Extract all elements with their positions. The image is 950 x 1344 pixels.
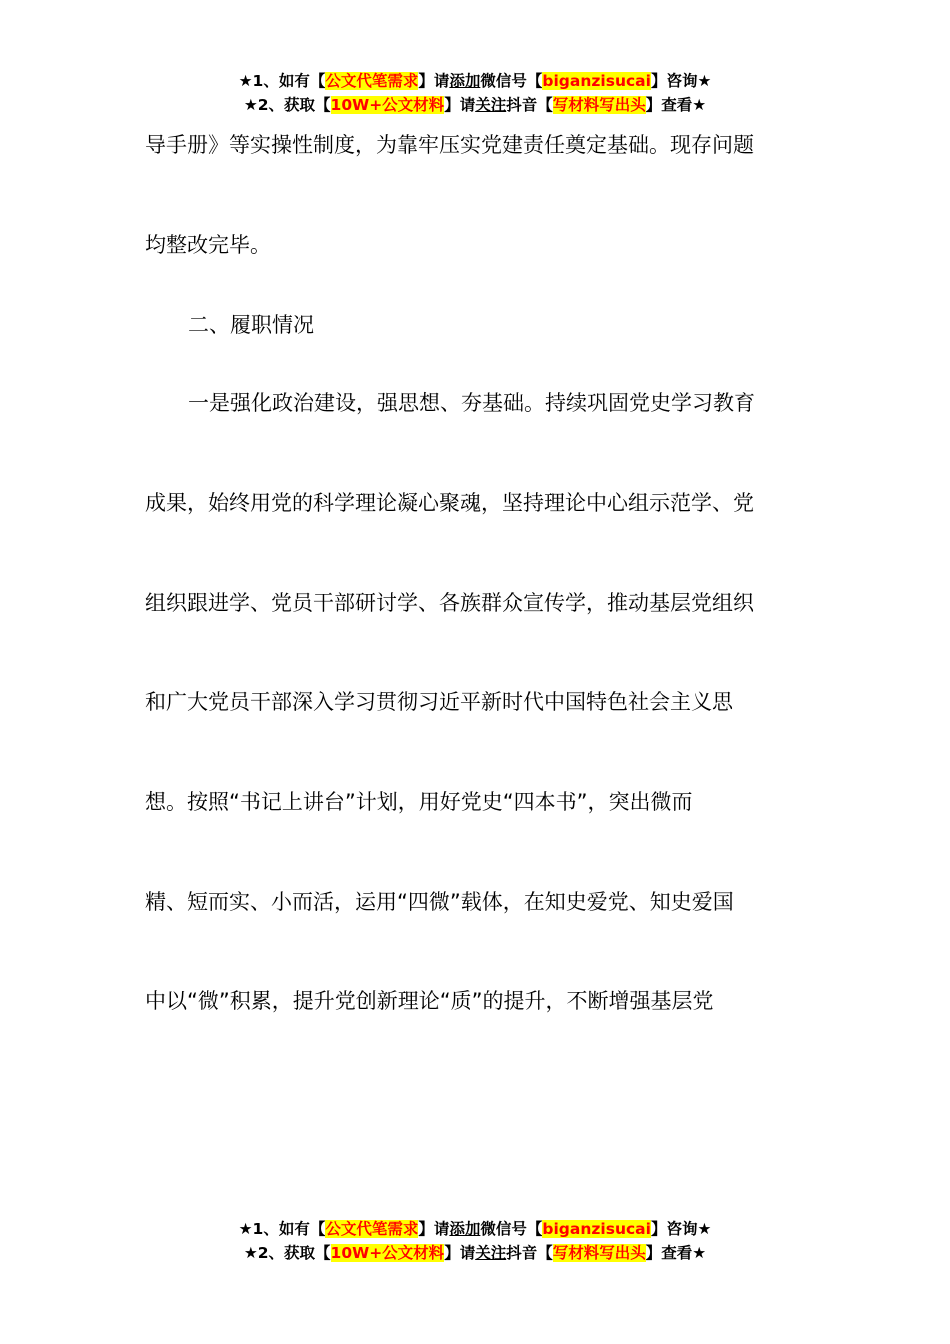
highlight-materials: 10W+公文材料 [330, 1244, 445, 1262]
paragraph-line: 精、短而实、小而活，运用“四微”载体，在知史爱党、知史爱国 [145, 890, 734, 914]
highlight-service: 公文代笔需求 [325, 72, 419, 90]
paragraph-line: 成果，始终用党的科学理论凝心聚魂，坚持理论中心组示范学、党 [145, 491, 754, 515]
paragraph-line: 一是强化政治建设，强思想、夯基础。持续巩固党史学习教育 [188, 391, 755, 415]
highlight-materials: 10W+公文材料 [330, 96, 445, 114]
paragraph-line: 导手册》等实操性制度，为靠牢压实党建责任奠定基础。现存问题 [145, 133, 754, 157]
banner-line-2: ★2、获取【10W+公文材料】请关注抖音【写材料写出头】查看★ [243, 96, 707, 114]
paragraph-line: 中以“微”积累，提升党创新理论“质”的提升，不断增强基层党 [145, 989, 714, 1013]
paragraph-line: 均整改完毕。 [145, 233, 271, 257]
highlight-douyin-account: 写材料写出头 [552, 96, 646, 114]
paragraph-line: 和广大党员干部深入学习贯彻习近平新时代中国特色社会主义思 [145, 690, 733, 714]
highlight-wechat-id: biganzisucai [542, 72, 651, 90]
header-banner [0, 69, 950, 117]
highlight-service: 公文代笔需求 [325, 1220, 419, 1238]
banner-line-1: ★1、如有【公文代笔需求】请添加微信号【biganzisucai】咨询★ [238, 72, 712, 90]
section-heading: 二、履职情况 [188, 313, 314, 337]
highlight-wechat-id: biganzisucai [542, 1220, 651, 1238]
banner-line-1: ★1、如有【公文代笔需求】请添加微信号【biganzisucai】咨询★ [238, 1220, 712, 1238]
banner-line-2: ★2、获取【10W+公文材料】请关注抖音【写材料写出头】查看★ [243, 1244, 707, 1262]
highlight-douyin-account: 写材料写出头 [552, 1244, 646, 1262]
paragraph-line: 组织跟进学、党员干部研讨学、各族群众宣传学，推动基层党组织 [145, 591, 754, 615]
footer-banner [0, 1217, 950, 1265]
paragraph-line: 想。按照“书记上讲台”计划，用好党史“四本书”，突出微而 [145, 790, 693, 814]
